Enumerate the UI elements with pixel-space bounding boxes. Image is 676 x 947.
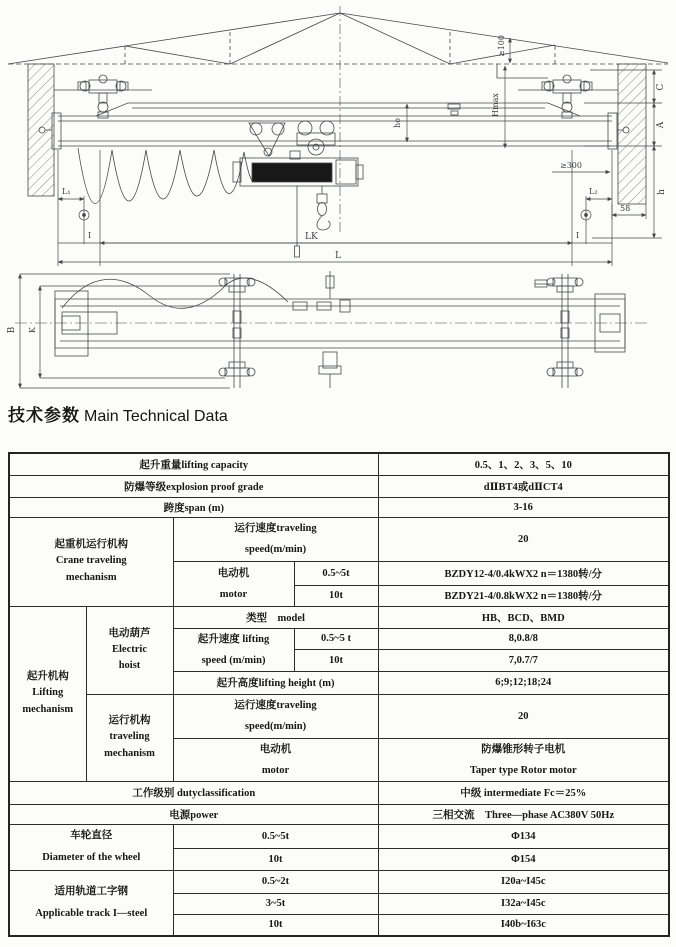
lifting-group-en2: mechanism: [22, 703, 74, 715]
hoist-speed-size-2: 10t: [294, 649, 378, 671]
plan-wheel-axle-left: [219, 274, 255, 388]
track-value-1: I20a~I45c: [378, 870, 669, 893]
hoist-group-en2: hoist: [118, 660, 141, 672]
hoist-group-cn: 电动葫芦: [108, 627, 151, 639]
dim-label-i-right: I: [576, 231, 580, 240]
hoist-traveling-speed-label: [173, 694, 378, 738]
hoist-speed-label-l1: 起升速度 lifting: [197, 633, 270, 645]
wheel-label-cn: 车轮直径: [70, 829, 113, 841]
hoist-speed-label-l2: speed (m/min): [201, 654, 266, 666]
lifting-group-en1: Lifting: [32, 687, 64, 699]
dim-label-b: B: [7, 326, 17, 334]
hoist-model-value: HB、BCD、BMD: [378, 606, 669, 628]
hoist-traveling-group: [86, 694, 173, 781]
dim-label-hmax: Hmax: [491, 93, 500, 117]
dim-label-geq100: ≥100: [497, 35, 506, 57]
hoist-trav-speed-l2: speed(m/min): [244, 721, 307, 732]
hoist-speed-value-1: 8,0.8/8: [378, 628, 669, 649]
electric-hoist-group: [86, 606, 173, 694]
hoist-speed-value-2: 7,0.7/7: [378, 649, 669, 671]
track-label-en: Applicable track I—steel: [35, 907, 148, 919]
dimension-lines: [58, 38, 662, 266]
plan-dimension-lines: [20, 274, 230, 388]
wheel-value-2: Φ154: [378, 848, 669, 870]
hoist-trolley: [233, 121, 363, 186]
explosion-grade-label: 防爆等级explosion proof grade: [9, 475, 378, 497]
side-elevation-drawing: [0, 0, 676, 266]
festoon-cable: [78, 148, 258, 204]
dim-label-h: h: [657, 189, 667, 195]
crane-traveling-group: [9, 517, 173, 606]
crane-speed-label-l1: 运行速度traveling: [234, 523, 317, 534]
hook-assembly: [295, 186, 331, 257]
plan-center-fitting: [319, 271, 341, 388]
plan-beam: [15, 291, 650, 356]
track-size-2: 3~5t: [173, 893, 378, 914]
end-truck-right: [542, 75, 592, 118]
crane-motor-label-en: motor: [219, 588, 248, 600]
explosion-grade-value: dⅡBT4或dⅡCT4: [378, 475, 669, 497]
track-size-3: 10t: [173, 914, 378, 936]
dim-label-geq300: ≥300: [560, 161, 582, 170]
page-title: [8, 401, 228, 426]
track-size-1: 0.5~2t: [173, 870, 378, 893]
crane-traveling-group-cn: 起重机运行机构: [54, 539, 128, 551]
lifting-height-value: 6;9;12;18;24: [378, 671, 669, 694]
crane-speed-label-l2: speed(m/min): [244, 544, 307, 555]
wheel-value-1: Φ134: [378, 824, 669, 848]
wheel-size-1: 0.5~5t: [173, 824, 378, 848]
duty-label: 工作级别 dutyclassification: [9, 781, 378, 804]
hoist-motor-label-cn: 电动机: [259, 743, 292, 755]
hoist-motor-value: [378, 738, 669, 781]
span-value: 3-16: [378, 497, 669, 517]
crane-traveling-speed-label: [173, 517, 378, 561]
capacity-value: 0.5、1、2、3、5、10: [378, 453, 669, 475]
track-value-2: I32a~I45c: [378, 893, 669, 914]
hoist-trav-speed-l1: 运行速度traveling: [234, 700, 317, 711]
track-value-3: I40b~I63c: [378, 914, 669, 936]
dim-label-l2: L₂: [589, 187, 598, 196]
hoist-group-en1: Electric: [112, 643, 147, 655]
end-truck-left: [78, 75, 128, 118]
crane-traveling-group-en1: Crane traveling: [55, 555, 127, 567]
dim-label-c: C: [656, 83, 666, 91]
span-label: 跨度span (m): [9, 497, 378, 517]
lifting-mechanism-group: [9, 606, 86, 781]
wheel-diameter-label: [9, 824, 173, 870]
crane-motor-label-cn: 电动机: [217, 567, 250, 579]
dim-label-l: L: [335, 251, 341, 261]
hoist-traveling-group-en2: mechanism: [104, 747, 155, 759]
crane-traveling-group-en2: mechanism: [65, 571, 117, 583]
hoist-traveling-group-cn: 运行机构: [108, 715, 151, 727]
plan-view-drawing: [0, 266, 676, 398]
hoist-speed-size-1: 0.5~5 t: [294, 628, 378, 649]
power-label: 电源power: [9, 804, 378, 824]
lifting-height-label: 起升高度lifting height (m): [173, 671, 378, 694]
plan-festoon-cable: [62, 278, 350, 312]
hoist-motor-label: [173, 738, 378, 781]
crane-motor-label: [173, 561, 294, 606]
dim-label-a: A: [656, 121, 666, 129]
dim-label-l1: L₁: [62, 187, 71, 196]
hoist-traveling-group-en1: traveling: [109, 731, 150, 743]
track-label-cn: 适用轨道工字钢: [54, 885, 128, 897]
capacity-label: 起升重量lifting capacity: [9, 453, 378, 475]
crane-traveling-speed-value: 20: [378, 517, 669, 561]
dim-label-i-left: I: [88, 231, 92, 240]
crane-motor-value-1: BZDY12-4/0.4kWX2 n＝1380转/分: [378, 561, 669, 585]
dim-label-ho: ho: [393, 118, 402, 128]
hoist-motor-value-en: Taper type Rotor motor: [469, 764, 577, 776]
track-label: [9, 870, 173, 936]
roof-truss: [8, 6, 668, 235]
crane-motor-size-2: 10t: [294, 585, 378, 606]
hoist-model-label: 类型 model: [173, 606, 378, 628]
wheel-size-2: 10t: [173, 848, 378, 870]
wheel-label-en: Diameter of the wheel: [42, 852, 141, 863]
dim-label-k: K: [28, 327, 37, 333]
hoist-traveling-speed-value: 20: [378, 694, 669, 738]
dim-label-lk: LK: [305, 232, 318, 242]
page-title-en: Main Technical Data: [84, 408, 228, 425]
runway-rails: [54, 64, 618, 90]
crane-motor-size-1: 0.5~5t: [294, 561, 378, 585]
hoist-motor-value-cn: 防爆锥形转子电机: [481, 743, 566, 755]
lifting-group-cn: 起升机构: [26, 671, 69, 683]
main-technical-data-table: [8, 452, 670, 937]
dim-label-58: 58: [620, 204, 631, 213]
power-value: 三相交流 Three—phase AC380V 50Hz: [378, 804, 669, 824]
hoist-motor-label-en: motor: [261, 764, 290, 776]
plan-wheel-axle-right: [535, 274, 583, 388]
page-title-cn: 技术参数: [8, 406, 80, 425]
crane-motor-value-2: BZDY21-4/0.8kWX2 n＝1380转/分: [378, 585, 669, 606]
hoist-speed-label: [173, 628, 294, 671]
duty-value: 中级 intermediate Fc＝25%: [378, 781, 669, 804]
